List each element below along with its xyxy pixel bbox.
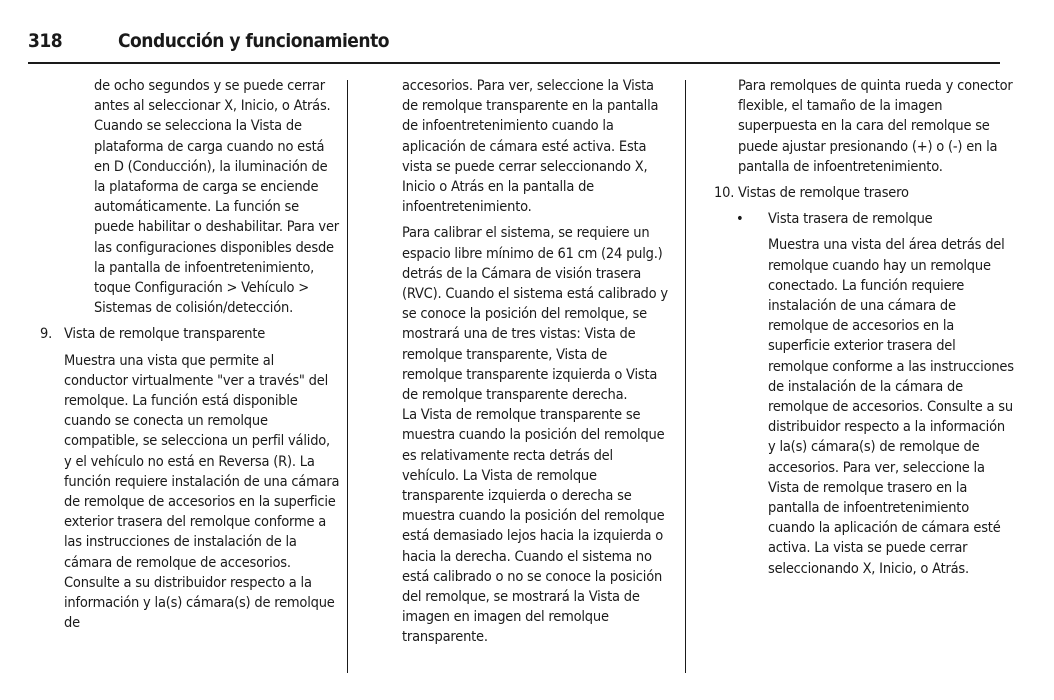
continued-paragraph: de ocho segundos y se puede cerrar antes al seleccionar X, Inicio, o Atrás. Cuando se selecciona la Vista de plataforma de carga cuando no está en D (Conducción), la iluminación de la plataforma de carga se enciende automáticamente. La función se puede habilitar o deshabilitar. Para ver las configuraciones disponibles desde la pantalla de infoentretenimiento, toque Configuración > Vehículo > Sistemas de colisión/detección. [94, 78, 339, 317]
header-rule [28, 62, 1000, 64]
list-item-9 [40, 324, 340, 633]
bullet-title: Vista trasera de remolque [768, 211, 933, 228]
item-title: Vista de remolque transparente [64, 326, 266, 343]
column-1 [40, 76, 340, 633]
item-description: Muestra una vista que permite al conductor virtualmente "ver a través" del remolque. La función está disponible cuando se conecta un remolque compatible, se selecciona un perfil válido, y el vehículo no está en Reversa (R). La función requiere instalación de una cámara de remolque de accesorios en la superficie exterior trasera del remolque conforme a las instrucciones de instalación de la cámara de remolque de accesorios. Consulte a su distribuidor respecto a la información y la(s) cámara(s) de remolque de [64, 352, 340, 632]
page-title: Conducción y funcionamiento [118, 30, 389, 52]
page-header [28, 30, 1000, 64]
list-item-10 [714, 183, 1014, 203]
item-title: Vistas de remolque trasero [738, 185, 909, 202]
item-number: 9. [40, 326, 53, 343]
column-divider-2 [685, 80, 686, 673]
item-number: 10. [714, 185, 735, 202]
page-number: 318 [28, 30, 63, 52]
bullet-item [714, 209, 1014, 579]
paragraph: Para calibrar el sistema, se requiere un espacio libre mínimo de 61 cm (24 pulg.) detrás de la Cámara de visión trasera (RVC). Cuando el sistema está calibrado y se conoce la posición del remolque, se mostrará una de tres vistas: Vista de remolque transparente, Vista de remolque transparente izquierda o Vista de remolque transparente derecha. [402, 225, 668, 404]
column-divider-1 [347, 80, 348, 673]
bullet-description: Muestra una vista del área detrás del remolque cuando hay un remolque conectado. La función requiere instalación de una cámara de remolque de accesorios en la superficie exterior trasera del remolque conforme a las instrucciones de instalación de la cámara de remolque de accesorios. Consulte a su distribuidor respecto a la información y la(s) cámara(s) de remolque de accesorios. Para ver, seleccione la Vista de remolque trasero en la pantalla de infoentretenimiento cuando la aplicación de cámara esté activa. La vista se puede cerrar seleccionando X, Inicio, o Atrás. [768, 237, 1014, 577]
paragraph: accesorios. Para ver, seleccione la Vista de remolque transparente en la pantalla de infoentretenimiento cuando la aplicación de cámara esté activa. Esta vista se puede cerrar seleccionando X, Inicio o Atrás en la pantalla de infoentretenimiento. [402, 78, 659, 216]
column-3 [714, 76, 1014, 579]
column-2 [402, 76, 670, 648]
paragraph: Para remolques de quinta rueda y conector flexible, el tamaño de la imagen superpuesta en la cara del remolque se puede ajustar presionando (+) o (-) en la pantalla de infoentretenimiento. [738, 78, 1013, 175]
paragraph: La Vista de remolque transparente se muestra cuando la posición del remolque es relativamente recta detrás del vehículo. La Vista de remolque transparente izquierda o derecha se muestra cuando la posición del remolque está demasiado lejos hacia la izquierda o hacia la derecha. Cuando el sistema no está calibrado o no se conoce la posición del remolque, se mostrará la Vista de imagen en imagen del remolque transparente. [402, 407, 665, 646]
bullet-icon: • [736, 211, 744, 228]
